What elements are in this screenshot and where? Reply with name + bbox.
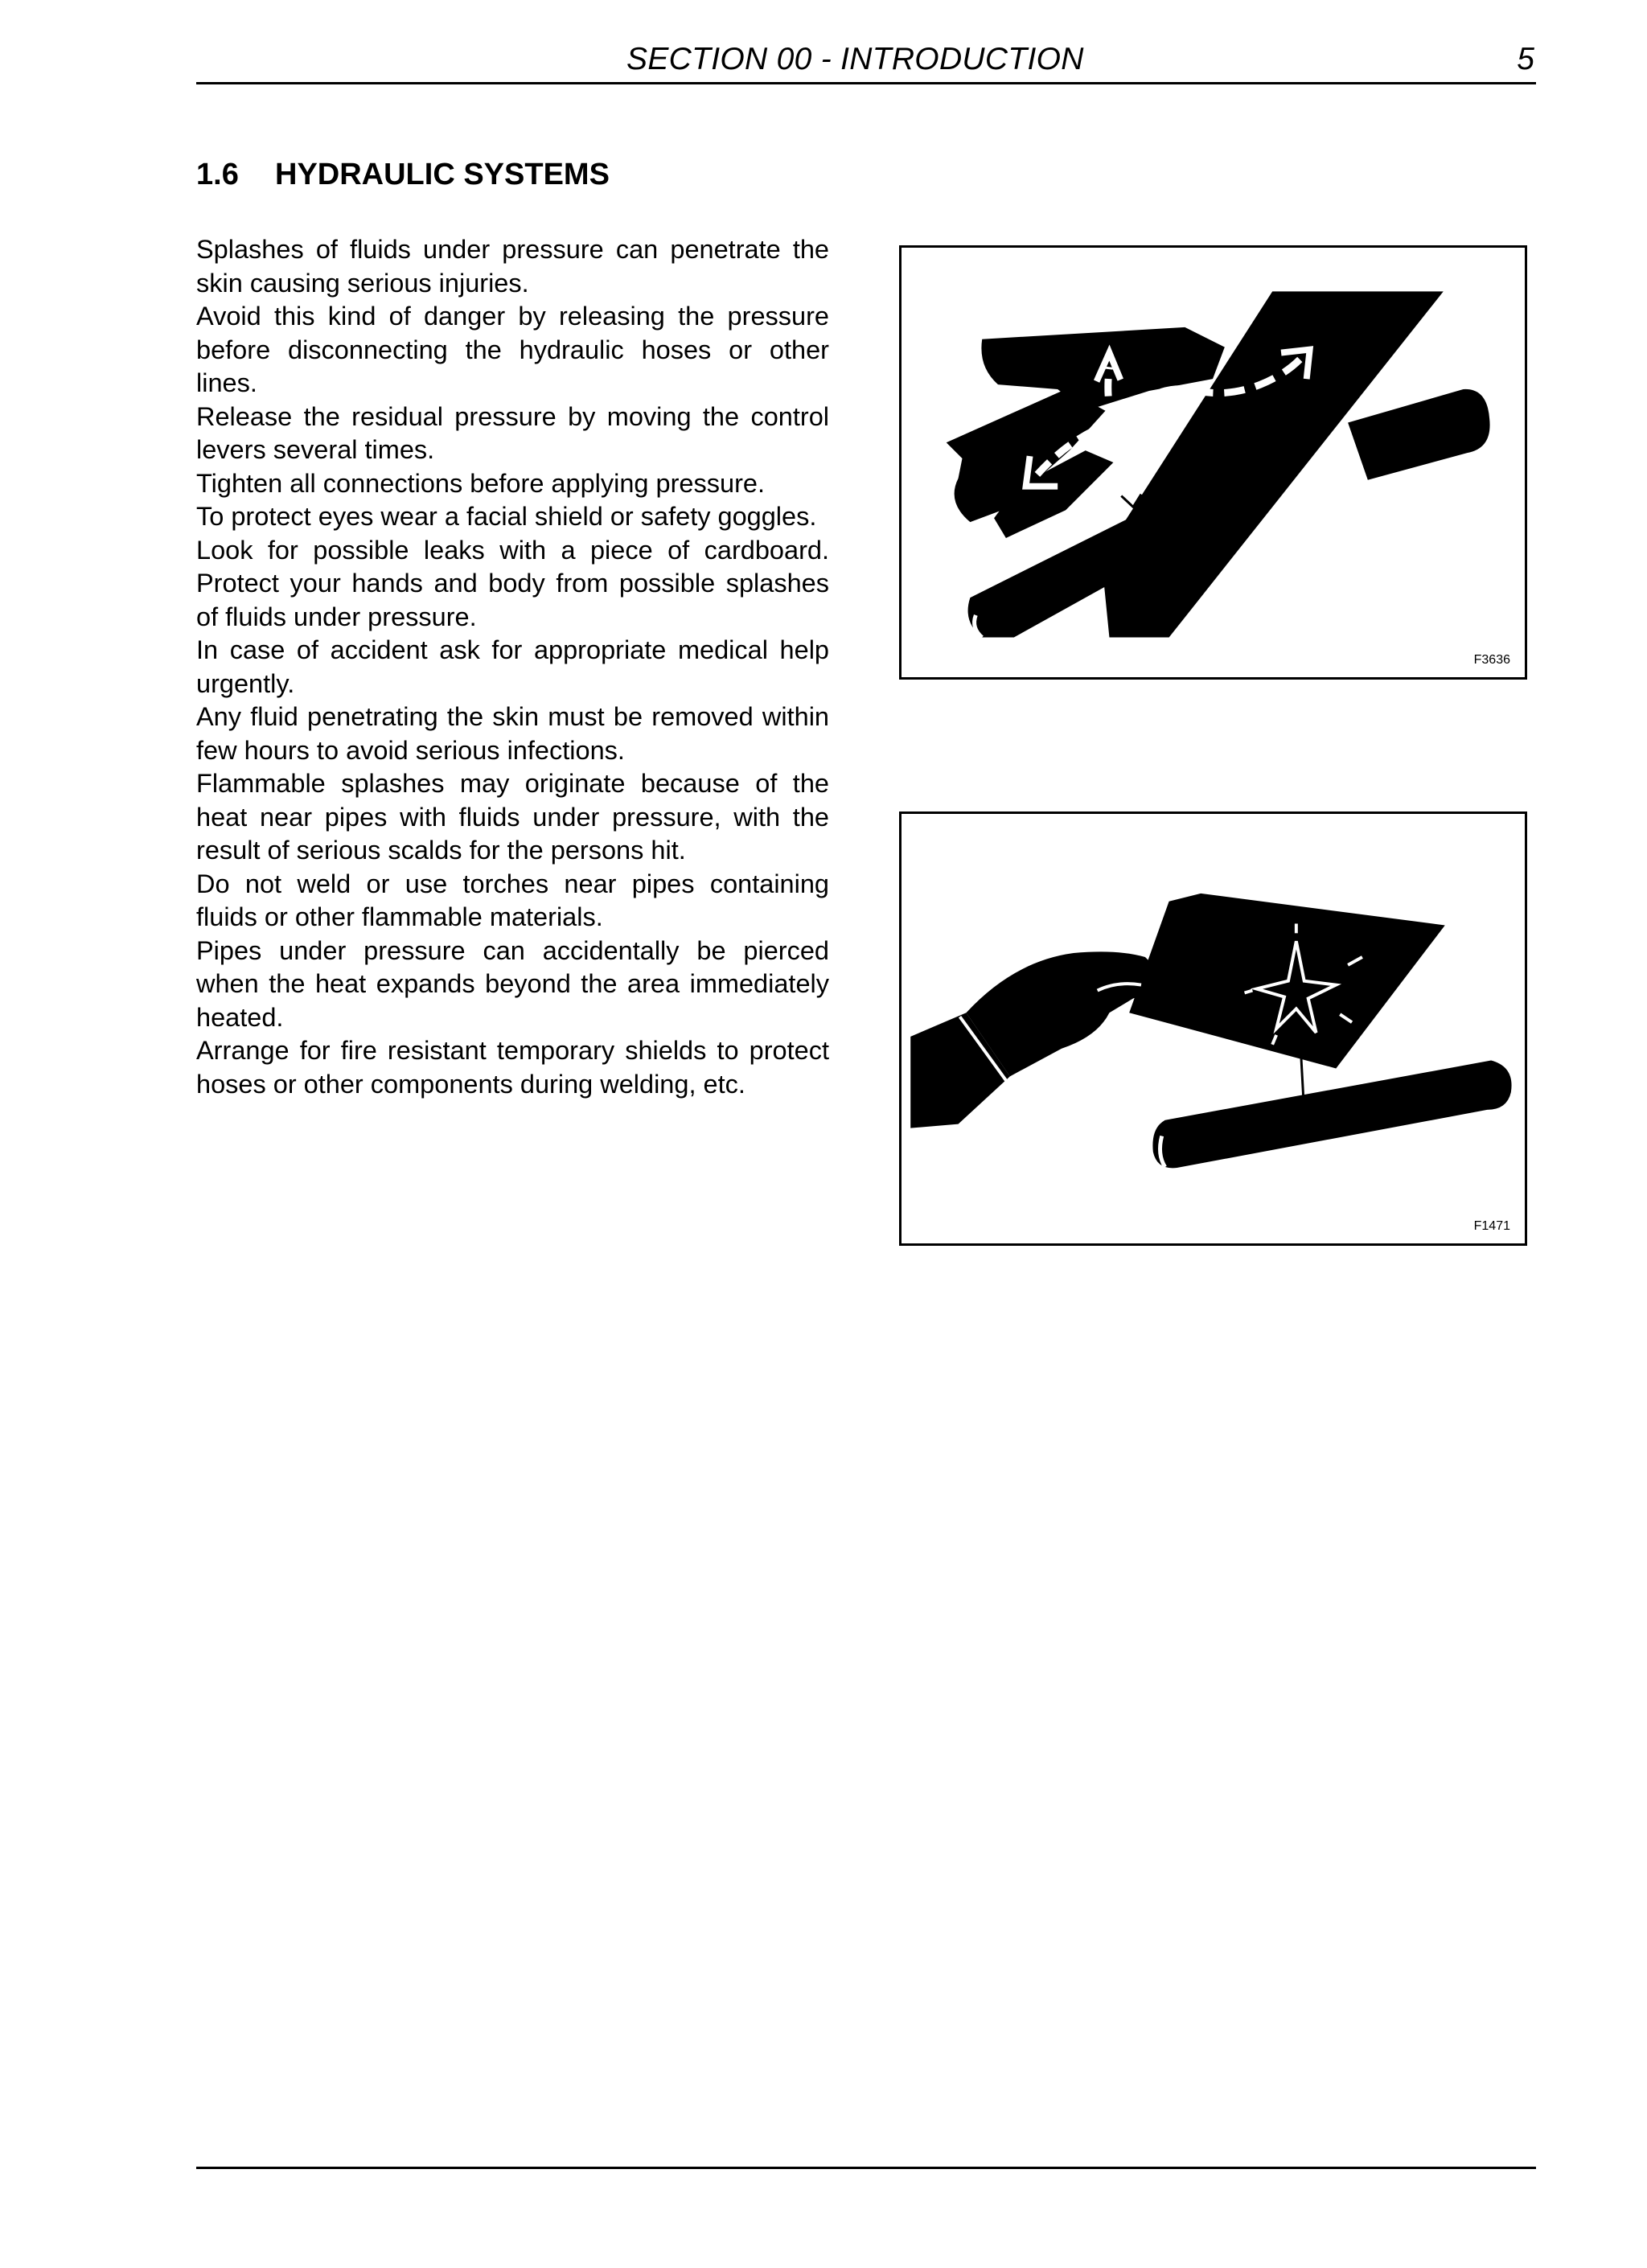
paragraph: Pipes under pressure can accidentally be pierced when the heat expands beyond the area immediately heated. — [196, 935, 829, 1032]
page-header — [196, 40, 1536, 84]
footer-rule — [196, 2167, 1536, 2169]
cardboard-leak-check-illustration — [902, 814, 1525, 1243]
section-heading — [196, 158, 610, 192]
figure-code: F1471 — [1473, 1219, 1510, 1233]
paragraph: Arrange for fire resistant temporary shields to protect hoses or other components during welding, etc. — [196, 1036, 829, 1099]
section-number: 1.6 — [196, 158, 239, 191]
paragraph: Tighten all connections before applying pressure. — [196, 468, 766, 498]
paragraph: Do not weld or use torches near pipes containing fluids or other flammable materials. — [196, 869, 829, 931]
header-page-number: 5 — [1517, 42, 1534, 76]
paragraph: Avoid this kind of danger by releasing the pressure before disconnecting the hydraulic hoses or other lines. — [196, 302, 829, 397]
paragraph: Look for possible leaks with a piece of cardboard. Protect your hands and body from possible splashes of fluids under pressure. — [196, 535, 829, 631]
figure-cardboard-leak-check — [899, 811, 1527, 1246]
paragraph: Release the residual pressure by moving the control levers several times. — [196, 401, 829, 464]
paragraph: To protect eyes wear a facial shield or safety goggles. — [196, 502, 817, 531]
paragraph: Any fluid penetrating the skin must be removed within few hours to avoid serious infections. — [196, 702, 829, 765]
paragraph: Splashes of fluids under pressure can penetrate the skin causing serious injuries. — [196, 235, 829, 298]
figure-hand-fluid-injection — [899, 245, 1527, 680]
paragraph: Flammable splashes may originate because of the heat near pipes with fluids under pressure, with the result of serious scalds for the persons hit. — [196, 769, 829, 865]
section-title: HYDRAULIC SYSTEMS — [275, 158, 610, 191]
paragraph: In case of accident ask for appropriate medical help urgently. — [196, 635, 829, 698]
body-text — [196, 233, 829, 1101]
hand-fluid-injection-illustration — [902, 248, 1525, 677]
header-section-title: SECTION 00 - INTRODUCTION — [626, 42, 1084, 76]
figure-code: F3636 — [1473, 653, 1510, 667]
